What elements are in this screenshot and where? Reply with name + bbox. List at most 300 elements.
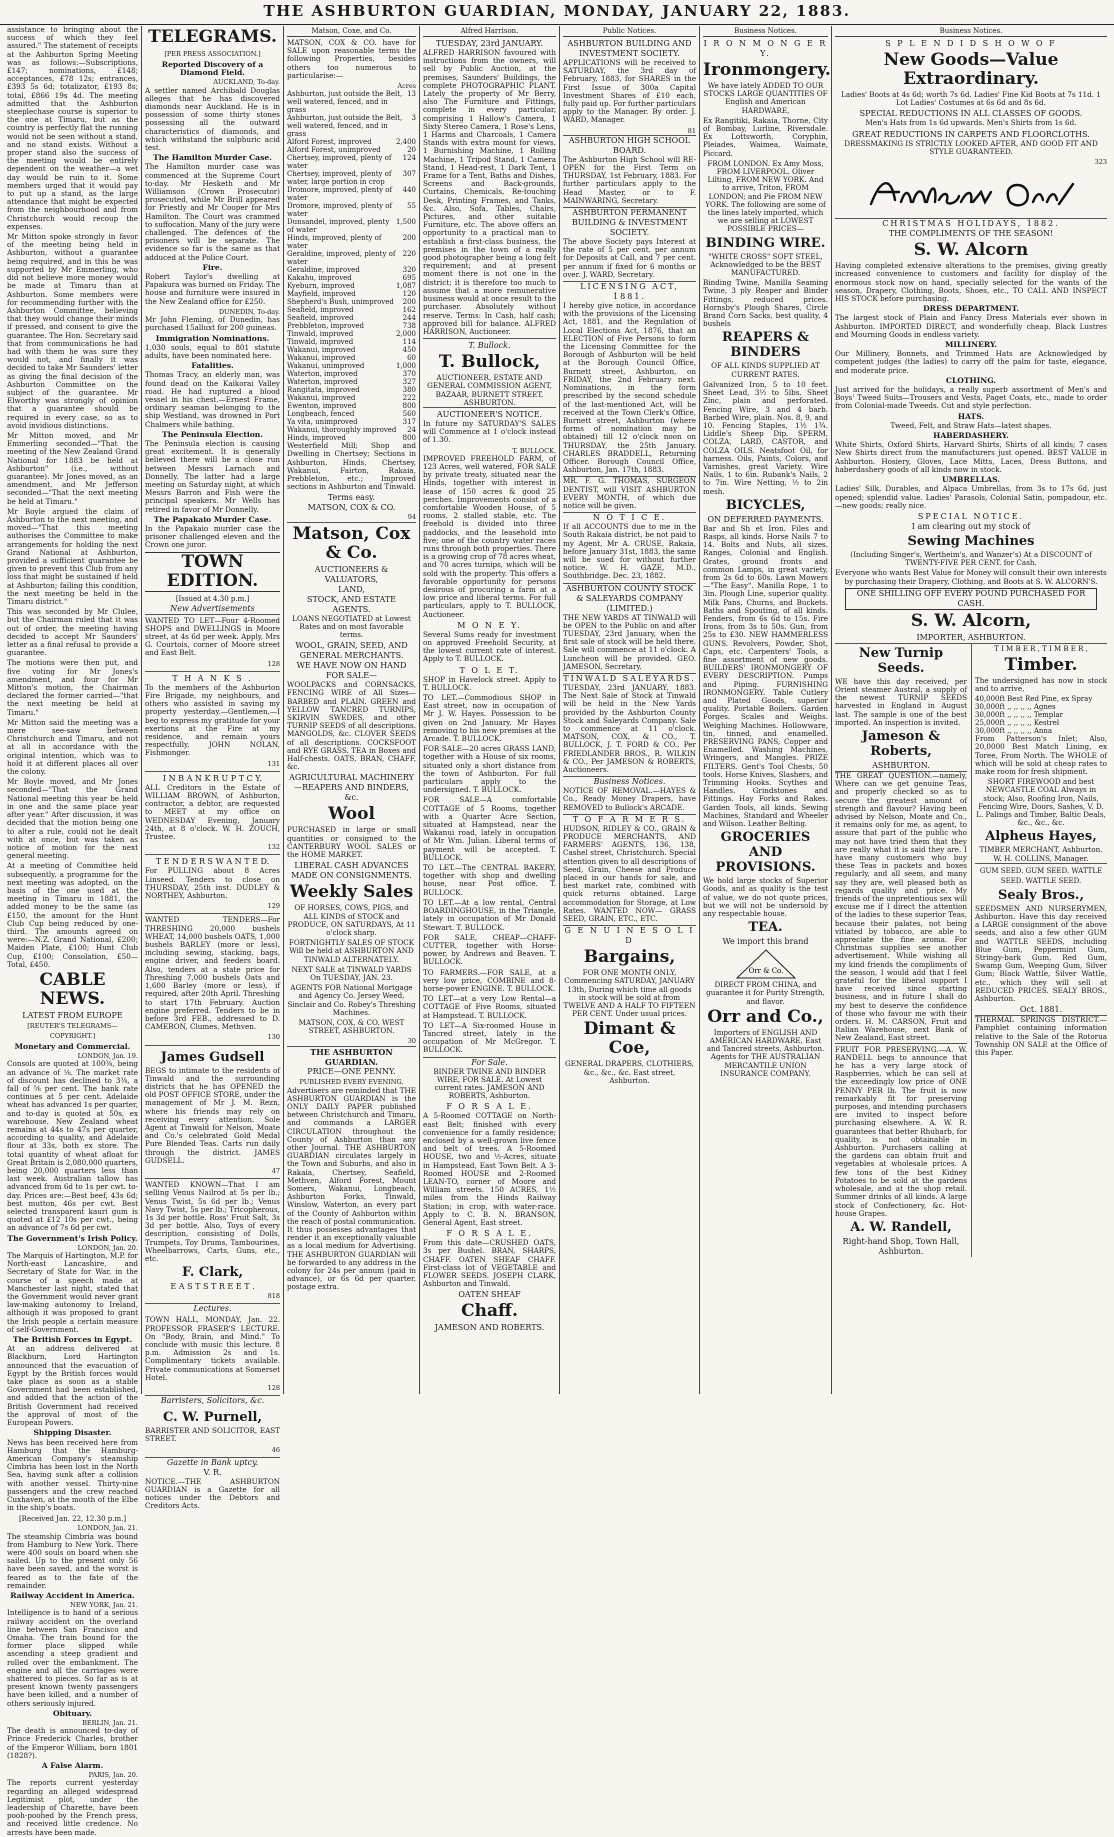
- timber-item: 30,000ft ,, ,, ,, ,, Anna: [975, 727, 1053, 736]
- section-label: T. Bullock.: [468, 341, 511, 351]
- property-row: [287, 114, 416, 138]
- ad-title: GUM SEED. GUM SEED. WATTLE SEED. WATTLE SEED.: [979, 866, 1103, 885]
- dateline: LONDON, Jan. 19.: [77, 1052, 138, 1061]
- property-row: [287, 234, 416, 250]
- ad-line: PUBLISHED EVERY EVENING.: [299, 1077, 404, 1086]
- property-acres: 55: [407, 202, 416, 211]
- property-acres: 800: [402, 434, 416, 443]
- article-heading: The British Forces in Egypt.: [12, 1335, 133, 1345]
- ad-title: Bargains,: [583, 947, 676, 968]
- property-row: [287, 346, 416, 354]
- property-name: Seafield, improved: [287, 306, 354, 315]
- classified-ad: TO LET—A Six-roomed House in Tancred street, lately in the occupation of Mr McGregor. T. BULLOCK.: [423, 1020, 556, 1055]
- classified-ad: ALFRED HARRISON favoured with instructions from the owners, will sell by Public Auction, at the premises, Saunders' Buildings, the complete PHOTOGRAPHIC PLANT. Lately the property of Mr Berry, also The Furniture and Fittings, complete in every particular, comprising 1 Hallow's Camera, 1 Sixty Stereo Camera, 1 Rose's Lens, 1 Harms and Charcoals, 1 Camera Stands with extra mount for views, 1 Burnishing Machine, 1 Rolling Machine, 1 Tripod Stand, 1 Camera Stand, 1 Head-rest, 1 Dark Tent, 1 Frame for a Tent, Baths and Dishes, Screens and Back-grounds, Curtains, Chemicals, Re-touching Desk, Printing Frames, and Tanks, &c. Also, Sofa, Tables, Chairs, Pictures, and other suitable Furniture, etc. The above offers an opportunity to a practical man to establish a first-class business, the premises in the town of a really good photographer being a long felt requirement; and at present moment there is not one in the district; it is therefore too much to assume that a more remunerative business would at once result to the purchaser. Absolutely without reserve. Terms: In Cash, half cash; approved bill for balance. ALFRED HARRISON, Auctioneer.: [423, 49, 556, 339]
- classified-ad: A 5-Roomed COTTAGE on North-east Belt; finished with every convenience for a family residence; enclosed by a well-grown live fence and belt of trees. A 5-Roomed HOUSE, two and ½-Acres, situate in Hampstead, East Town Belt. A 3-Roomed HOUSE and 2-Roomed LEAN-TO, corner of Moore and William streets. 150 ACRES, 1½ miles from the Hinds Railway Station; in crop, with water-race. Apply to C. B. N. BRANSON, General Agent, East street.: [423, 1111, 556, 1227]
- property-acres: 114: [402, 338, 416, 347]
- ad-line: Right-hand Shop, Town Hall, Ashburton.: [842, 1236, 960, 1256]
- classified-ad: T H A N K S . To the members of the Ashburton Fire Brigade, my neighbours, and others who assisted in saving my property yesterday.—Gentlemen,—I beg to express my gratitude for your exertions at the Fire at my residence, and remain yours respectfully, JOHN NOLAN, Fishmonger. 131: [145, 672, 280, 772]
- classified-ad: NOTICE.—THE ASHBURTON GUARDIAN is a Gazette for all notices under the Debtors and Creditors Acts.: [145, 1476, 280, 1511]
- ad-title: A. W. Randell,: [850, 1219, 952, 1235]
- property-acres: 13: [407, 90, 416, 99]
- column-header: Alfred Harrison.: [423, 26, 556, 37]
- article-paragraph: Mr Mitton said the meeting was a mere see-saw between Christchurch and Timaru, and not at all in accordance with the original intention, which was to hold it at different places all over the colony.: [7, 717, 138, 777]
- property-acres: 1,500: [395, 218, 416, 227]
- property-row: [287, 322, 416, 330]
- ad-line: IMPORTER, ASHBURTON.: [835, 633, 1107, 644]
- ad-title: TINWALD SALEYARDS.: [563, 673, 696, 683]
- copyright-note: [REUTER'S TELEGRAMS—COPYRIGHT.]: [27, 1021, 118, 1040]
- article-paragraph: At a meeting of Committee held subsequently, a programme for the next meeting was adopted, on the basis of the one used at the meeting in Timaru in 1881, the added money to be the same (as £150, the amount for the Hunt Club Cup being reduced by one-third. The amounts agreed on were:—N.Z. Grand National, £200; Maiden Plate, £100; Hunt Club Cup, £100; Consolation, £50—Total, £450.: [7, 861, 138, 969]
- section-label: Gazette in Bank uptcy.: [166, 1457, 259, 1467]
- ad-title: Chaff.: [461, 1301, 518, 1322]
- article-paragraph: Mr John Fleming, of Dunedin, has purchased 15alluxt for 200 guineas.: [145, 315, 280, 333]
- article-paragraph: The reports current yesterday regarding an alleged widespread Legitimist plot, under the leadership of Charette, have been pooh-poohed by the French press, and received little credence. No arrests have been made.: [7, 1778, 138, 1837]
- classified-ad: SHOP in Havelock street. Apply to T. BULLOCK.: [423, 674, 556, 692]
- ad-line: TUESDAY, 23rd JANUARY.: [435, 39, 544, 48]
- article-heading: The Hamilton Murder Case.: [153, 153, 272, 163]
- ad-ref: 81: [687, 126, 696, 135]
- classified-ad: NOTICE OF REMOVAL.—HAYES & Co., Ready Money Drapers, have REMOVED to Bullock's ARCADE.: [563, 786, 696, 812]
- ad-line: ASHBURTON.: [835, 761, 967, 772]
- classified-ad: TUESDAY, 23rd JANUARY, 1883. The Next Sale of Stock at Tinwald will be held in the New Yards provided by the Ashburton County Stock and Saleyards Company. Sale to commence at 11 o'clock. MATSON, COX, & CO., T. BULLOCK, J. T. FORD & CO., Per FRIEDLANDER BROS., R. WILKIN & CO., Per JAMESON & ROBERTS, Auctioneers.: [563, 682, 696, 775]
- article-paragraph: Mr Boyle argued the claim of Ashburton to the next meeting, and moved—"That this meeting authorises the Committee to make arrangements for holding the next Grand National at Ashburton, provided a sufficient guarantee be given to prevent this Club from any loss that might be sustained if held at Ashburton; failing this condition, the next meeting be held in the Timaru district.": [7, 506, 138, 607]
- property-acres: 327: [402, 378, 416, 387]
- property-name: Dromore, improved, plenty of water: [287, 202, 393, 219]
- dateline: DUNEDIN, To-day.: [218, 307, 280, 316]
- classified-ad: FOR ONE MONTH ONLY, Commencing SATURDAY, JANUARY 13th, During which time all goods in stock will be sold at from TWELVE AND A HALF TO FIFTEEN PER CENT. Under usual prices.: [563, 968, 696, 1019]
- article-heading: The Papakaio Murder Case.: [153, 514, 272, 524]
- ad-line: ON DEFERRED PAYMENTS.: [707, 514, 824, 524]
- column-telegrams: [142, 26, 284, 1511]
- ad-subheading: MILLINERY.: [944, 340, 998, 350]
- classified-ad: TO LET.—At a low rental, Central BOARDINGHOUSE, in the Triangle, lately in occupation of Mr Donald Stewart. T. BULLOCK.: [423, 897, 556, 932]
- property-row: [287, 370, 416, 378]
- ad-line: FROM LONDON. Ex Amy Moss, FROM LIVERPOOL. Oliver Lilting, FROM NEW YORK. And to arrive, Triton, FROM LONDON; and Pie FROM NEW YORK. The following are some of the lines lately imported, which we are selling at LOWEST POSSIBLE PRICES—: [705, 158, 826, 234]
- property-row: [287, 282, 416, 290]
- ad-line: Ex Rangitiki, Rakaia, Thorne, City of Bombay, Lurline, Riversdale. Ex Lottsworth, Coryphin, Pleiades, Waimea, Waimate, Piccard.: [703, 115, 828, 158]
- ad-line: TIMBER MERCHANT, Ashburton. W. H. COLLINS, Manager.: [975, 846, 1107, 863]
- property-name: Longbeach, fenced: [287, 410, 355, 419]
- ad-signature: T. BULLOCK.: [512, 446, 556, 455]
- ad-title: Orr and Co.,: [707, 1006, 824, 1027]
- ad-line: Advertisers are reminded that THE ASHBURTON GUARDIAN is the ONLY DAILY PAPER published between Christchurch and Timaru, and commands a LARGER CIRCULATION throughout the County of Ashburton than any other Journal. THE ASHBURTON GUARDIAN circulates largely in the Town and Suburbs, and also in Rakaia, Chertsey, Seafield, Methven, Alford Forest, Mount Somers, Wakanui, Longbeach, Ashburton Forks, Tinwald, Winslow, Waterton, an every part of the County of Ashburton within the reach of postal communication. It thus possesses advantages that render it an exceptionally valuable as a local medium for Advertising. THE ASHBURTON GUARDIAN will be forwarded to any address in the colony for 24s per annum (paid in advance), or 6s 6d per quarter, postage extra.: [287, 1085, 416, 1292]
- article-paragraph: 1,030 souls, equal to 801 statute adults, have been nominated here.: [145, 342, 280, 360]
- ad-title: CHRISTMAS HOLIDAYS, 1882.: [835, 218, 1107, 229]
- ad-line: FORTNIGHTLY SALES OF STOCK Will be held at ASHBURTON AND TINWALD ALTERNATELY.: [288, 938, 415, 964]
- article-paragraph: Robert Taylor's dwelling at Papakura was burned on Friday. The house and furniture were insured in the New Zealand office for £250.: [145, 272, 280, 306]
- column-news: [4, 25, 142, 1837]
- ad-line: MATSON, COX, & CO. WEST STREET, ASHBURTON.: [298, 1017, 405, 1036]
- property-row: [287, 186, 416, 202]
- column-matson-cox: [284, 26, 420, 1394]
- ad-line: Oct. 1881.: [1019, 1005, 1063, 1015]
- property-name: Ashburton, just outside the Belt, well watered, fenced, and in grass: [287, 114, 403, 139]
- classified-ad: FOR SALE—20 acres GRASS LAND, together with a House of six rooms, situated only a short distance from the town of Ashburton. For full particulars apply to the undersigned. T. BULLOCK.: [423, 744, 556, 795]
- section-subtitle: [PER PRESS ASSOCIATION.]: [164, 50, 261, 58]
- ad-line: "WHITE CROSS" SOFT STEEL, Acknowledged to be the BEST MANUFACTURED.: [708, 251, 823, 278]
- property-name: Wakanui, improved: [287, 354, 356, 363]
- article-heading: A False Alarm.: [41, 1761, 104, 1771]
- classified-ad: James Gudsell BEGS to intimate to the residents of Tinwald and the surrounding districts that he has OPENED the old POST OFFICE STORE, under the management of Mr J. M. Rezn, where his friends may rely on receiving every attention. Sole Agent at Tinwald for Nelson, Moate and Co.'s celebrated Gold Medal Pure Blended Teas. Carts run daily through the district. JAMES GUDSELL. 47: [145, 1046, 280, 1180]
- property-acres: 307: [402, 170, 416, 179]
- ad-title: THE ASHBURTON GUARDIAN.: [310, 1046, 393, 1067]
- property-acres: 3: [411, 114, 416, 123]
- classified-ad: TO LET—at a very Low Rental—a COTTAGE of Five Rooms, situated at Hampstead. T. BULLOCK.: [423, 994, 556, 1020]
- property-row: [287, 402, 416, 410]
- ad-subheading: UMBRELLAS.: [942, 475, 1000, 485]
- article-heading: Immigration Nominations.: [155, 333, 270, 343]
- ad-line: NEXT SALE at TINWALD YARDS On TUESDAY, JAN. 23.: [291, 964, 412, 982]
- section-label: New Advertisements: [145, 604, 280, 615]
- classified-ad: I hereby give notice, in accordance with the provisions of the Licensing Act, 1881, and the Regulation of Local Elections Act, 1876, that an ELECTION of Five Persons to form the Licensing Committee for the Borough of Ashburton will be held at the Borough Council Office, Burnett street, Ashburton, on FRIDAY, the 2nd February next. Nominations, in the form prescribed by the second schedule of the last-mentioned Act, will be received at the Town Clerk's Office, Burnett street, Ashburton (where forms of nomination may be obtained) till 12 o'clock noon on THURSDAY, the 25th January. CHARLES BRADDELL, Returning Officer. Borough Council Office, Ashburton, Jan. 17th, 1883.: [563, 301, 696, 475]
- article-paragraph: The Marquis of Hartington, M.P. for North-east Lancashire, and Secretary of State for War, in the course of a speech made at Manchester last night, stated that the Government would never grant law-making autonomy to Ireland, although it was proposed to grant the Irish people a certain measure of self-Government.: [7, 1251, 138, 1334]
- timber-item: 40,000ft Best Red Pine, ex Spray: [975, 695, 1093, 704]
- property-acres: 380: [402, 386, 416, 395]
- table-header: Acres: [397, 82, 416, 91]
- property-acres: 695: [402, 274, 416, 283]
- ad-title: BICYCLES,: [725, 497, 806, 513]
- dateline: NEW YORK, Jan. 21.: [70, 1601, 138, 1610]
- ad-title: M O N E Y.: [457, 620, 522, 630]
- columns: [4, 25, 1110, 1837]
- article-paragraph: The steamship Cimbria was bound from Hamburg to New York. There were 400 souls on board when she sailed. Up to the present only 56 have been saved, and the worst is feared as to the fate of the remainder.: [7, 1531, 138, 1590]
- ad-line: AUCTIONEER, ESTATE AND GENERAL COMMISSION AGENT, BAZAAR, BURNETT STREET, ASHBURTON.: [423, 374, 556, 408]
- ad-title: ASHBURTON HIGH SCHOOL BOARD.: [563, 135, 696, 156]
- property-name: Wakanui, improved: [287, 394, 356, 403]
- property-acres: 200: [402, 298, 416, 307]
- two-column-ads: [835, 644, 1107, 1257]
- classified-ad: WANTED KNOWN—That I am selling Venus Nailrod at 5s per lb.; Venus Twist, 5s 6d per lb.; Venus Navy Twist, 5s per lb.; Tricopherous, 1s 3d per bottle. Ross' Fruit Salt, 3s 3d per bottle. Also, Toys of every description, consisting of Dolls, Trumpets, Toy Drums, Tambourines, Wheelbarrows, Carts, Guns, etc., etc. F. Clark, E A S T S T R E E T . 818: [145, 1179, 280, 1304]
- column-business-notices: [700, 26, 832, 1394]
- ad-line: Tweed, Felt, and Straw Hats—latest shapes.: [890, 420, 1052, 430]
- ad-signature: JAMESON AND ROBERTS.: [434, 1323, 545, 1333]
- ad-title: LICENSING ACT, 1881.: [563, 281, 696, 302]
- ad-signature: MATSON, COX & CO.: [307, 503, 396, 513]
- property-acres: 24: [407, 426, 416, 435]
- property-name: Dunsandel, improved, plenty of water: [287, 218, 390, 235]
- classified-ad: TO FARMERS.—FOR SALE, at a very low price, COMBINE and 8-horse-power ENGINE. T. BULLOCK.: [423, 967, 556, 993]
- ad-line: White Shirts, Oxford Shirts, Harvard Shirts, Shirts of all kinds; 7 cases New Shirts direct from the manufacturers just opened. BEST VALUE in Ashburton. Hosiery, Gloves, Lace Mitts, Laces, Dress Buttons, and haberdashery goods of all kinds now in stock.: [835, 440, 1107, 474]
- ad-title: T. Bullock,: [438, 352, 541, 373]
- classified-ad: FOR SALE, CHEAP—CHAFF-CUTTER, together with Horse-power, by Andrews and Beaven. T. BULLOCK.: [423, 932, 556, 967]
- dateline: LONDON, Jan. 21.: [77, 1524, 138, 1533]
- ad-title: S. W. Alcorn: [913, 240, 1029, 261]
- ad-line: LAND,: [338, 584, 365, 594]
- classified-ad: The above Society pays Interest at the rate of 5 per cent. per annum for Deposits at Call, and 7 per cent. per annum if fixed for 6 months or over. J. WARD, Secretary.: [563, 237, 696, 279]
- article-heading: Fatalities.: [191, 361, 234, 371]
- property-acres: 2,400: [395, 138, 416, 147]
- column-header: Business Notices.: [703, 26, 828, 37]
- classified-ad: The Ashburton High School will RE-OPEN for the First Term on THURSDAY, 1st February, 1883. For further particulars apply to the Head Master, or to F. MAINWARING, Secretary.: [563, 154, 696, 205]
- ad-line: LIBERAL CASH ADVANCES: [294, 861, 409, 871]
- ad-title: Jameson & Roberts,: [861, 728, 941, 759]
- property-name: Geraldine, improved, plenty of water: [287, 250, 396, 267]
- classified-ad: From this date—CRUSHED OATS, 3s per Bushel. BRAN, SHARPS, CHAFF. OATEN SHEAF CHAFF. First-class lot of VEGETABLE and FLOWER SEEDS. JOSEPH CLARK, Ashburton and Tinwald.: [423, 1238, 556, 1289]
- ad-line: AUCTIONEERS & VALUATORS,: [314, 564, 389, 584]
- ad-line: Terms easy.: [327, 493, 376, 503]
- classified-ad: Several Sums ready for investment on approved Freehold Security, at the lowest current rate of interest. Apply to T. BULLOCK.: [423, 629, 556, 664]
- property-name: Prebbleton, improved: [287, 322, 365, 331]
- property-name: Waterton, improved: [287, 370, 358, 379]
- property-row: [287, 386, 416, 394]
- property-acres: 2,000: [395, 330, 416, 339]
- section-title-cable-news: CABLE NEWS.: [39, 969, 106, 1009]
- ad-title: Ironmongery.: [703, 60, 831, 80]
- property-acres: 1,087: [395, 282, 416, 291]
- ad-line: PRICE—ONE PENNY.: [307, 1066, 396, 1076]
- property-name: Geraldine, improved: [287, 266, 360, 275]
- property-name: Kyeburn, improved: [287, 282, 355, 291]
- property-acres: 800: [402, 402, 416, 411]
- article-paragraph: The Peninsula election is causing great excitement. It is generally believed there will be a close run between Messrs Larnach and Donnelly. The latter had a large meeting on Saturday night, at which Messrs Barron and Fish were the principal speakers. Mr Wells has retired in favor of Mr Donnelly.: [145, 438, 280, 514]
- article-paragraph: Consols are quoted at 100⅜, being an advance of ⅛. The market rate of discount has declined to 3⅜, a fall of ⅝ per cent. The bank rate continues at 5 per cent. Adelaide wheat has advanced 1s per quarter, and to-day is quoted at 50s, ex warehouse. New Zealand wheat remains at 44s to 47s per quarter, according to quality, and Adelaide flour at 33s, both ex store. The total quantity of wheat afloat for Great Britain is 2,080,000 quarters, being 20,000 quarters less than last week. Australian tallow has advanced from 6d to 1s per cwt. to-day. Prices are:—Best beef, 43s 6d; best mutton, 46s per cwt. Best selected transparent kauri gum is quoted at £12 10s per cwt., being an advance of 7s 6d per cwt.: [7, 1059, 138, 1233]
- ad-line: From Patterson's Inlet; Also, 20,0000 Best Match Lining, ex Toree, From North. The WHOLE of which will be sold at cheap rates to make room for fresh shipment.: [975, 734, 1107, 776]
- dateline: PARIS, Jan. 20.: [88, 1771, 138, 1780]
- article-paragraph: The Hamilton murder case was commenced at the Supreme Court to-day. Mr Hesketh and Mr Williamson (Crown Prosecutor) prosecuted, while Mr Brill appeared for Priestly and Mr Cooper for Mrs Hamilton. The Court was crammed to suffocation. Many of the jury were challenged. The defences of the prisoners will be separate. The evidence so far is the same as that adduced at the Police Court.: [145, 162, 280, 262]
- classified-ad: T E N D E R S W A N T E D. For PULLING about 8 Acres Linseed. Tenders to close on THURSDAY, 25th inst. DUDLEY & NORTHEY, Ashburton. 129: [145, 855, 280, 914]
- property-acres: 1,000: [395, 362, 416, 371]
- classified-ad: APPLICATIONS will be received to SATURDAY, the 3rd day of February, 1883, for SHARES in the First Issue of 300a Capital Investment Shares of £10 each, fully paid up. For further particulars apply to the Manager. By order. J. WARD, Manager.: [563, 58, 696, 125]
- ad-line: WOOL, GRAIN, SEED, AND GENERAL MERCHANTS.: [295, 641, 408, 661]
- classified-ad: HUDSON, RIDLEY & CO., GRAIN & PRODUCE MERCHANTS, AND FARMERS' AGENTS, 136, 138, Cashel street, Christchurch. Special attention given to all descriptions of Seed, Grain, Cheese and Produce placed in our hands for sale, and best market rate, combined with quick returns obtained. Large accommodation for Storage, at Low Rates. WANTED NOW— GRASS SEED, GRAIN, ETC., ETC.: [563, 823, 696, 924]
- ad-ref: 323: [1094, 158, 1107, 167]
- article-heading: Reported Discovery of a Diamond Field.: [161, 60, 264, 78]
- ad-line: FRUIT FOR PRESERVING.—A. W. RANDELL begs to announce that he has a very large stock of Raspberries, which he can sell at the exceedingly low price of ONE PENNY PER lb. The fruit is now remarkably fit for preserving purposes, and intending purchasers are invited to inspect before purchasing elsewhere. A. W. R. guarantees that better Rhubarb, for quality, is not obtainable in Ashburton. Purchasers calling at the gardens can obtain fruit and vegetables at wholesale prices. A few tons of the best Kidney Potatoes to be sold at the gardens wholesale, and at the shop retail. Summer drinks of all kinds. A large stock of Confectionery, &c. Hot-house Grapes.: [835, 1044, 967, 1218]
- property-name: Wakanui, unimproved: [287, 362, 365, 371]
- property-row: [287, 298, 416, 306]
- property-acres: 20: [407, 146, 416, 155]
- andrew-orr-signature: [861, 170, 1081, 214]
- property-row: [287, 274, 416, 282]
- article-heading: The Government's Irish Policy.: [7, 1233, 138, 1243]
- property-name: Ewenton, improved: [287, 402, 357, 411]
- property-name: Hinds, improved, plenty of water: [287, 234, 382, 251]
- classified-ad: WANTED TENDERS—For THRESHING 20,000 bushels WHEAT, 14,000 bushels OATS, 1,000 bushels BARLEY (more or less), including sewing, stacking, bags, engine driver, and feeders board. Also, tenders at a state price for Threshing 7,000 bushels Oats and 1,600 Barley (more or less), if required, after 20th April. Threshing to start 17th February. Auction engine preferred. Tenders to be in before 3rd FEB., addressed to D. CAMERON, Clumes, Methven. 130: [145, 914, 280, 1045]
- property-acres: 124: [402, 154, 416, 163]
- timber-item: 30,000ft ,, ,, ,, ,, Agnes: [975, 703, 1056, 712]
- ad-title: F O R S A L E.: [446, 1102, 533, 1112]
- ad-line: SPECIAL REDUCTIONS IN ALL CLASSES OF GOODS.: [859, 109, 1083, 119]
- property-name: Waterton, improved: [287, 378, 358, 387]
- ad-line: Importers of ENGLISH AND AMERICAN HARDWARE, East and Tancred streets, Ashburton. Agents for THE AUSTRALIAN MERCANTILE UNION INSURANCE COMPANY.: [706, 1027, 825, 1078]
- classified-ad: MR. F. G. THOMAS, SURGEON DENTIST, will VISIT ASHBURTON EVERY MONTH, of which due notice will be given.: [563, 476, 696, 510]
- property-name: Kakahu, improved: [287, 274, 352, 283]
- ad-line: I am clearing out my stock of: [911, 521, 1031, 531]
- ad-subheading: CLOTHING.: [945, 375, 997, 385]
- ad-title: Wool: [328, 804, 375, 825]
- ad-line: THERMAL SPRINGS DISTRICT.—Pamphlet containing information relative to the Sale of the Rotorua Township ON SALE at the Office of this Paper.: [975, 1015, 1107, 1058]
- ad-line: AGENTS FOR National Mortgage and Agency Co. Jersey Weed, Sinclair and Co. Robey's Threshing Machines.: [287, 983, 416, 1017]
- ad-title: ASHBURTON BUILDING AND INVESTMENT SOCIETY.: [567, 39, 692, 58]
- ad-line: DRESSMAKING IS STRICTLY LOOKED AFTER, AND GOOD FIT AND STYLE GUARANTEED.: [844, 138, 1098, 156]
- dateline: [Received Jan. 22, 12.30 p.m.]: [18, 1515, 127, 1524]
- property-acres: 317: [402, 418, 416, 427]
- ad-line: SEEDSMEN AND NURSERYMEN, Ashburton. Have this day received a LARGE consignment of the above seeds, and also a few other GUM and WATTLE SEEDS, including Blue Gum, Peppermint Gum, Stringy-bark Gum, Red Gum, Swamp Gum, Weeping Gum, Silver Gum; Black Wattle, Silver Wattle, etc., which they will sell at REDUCED PRICES. SEALY BROS., Ashburton.: [975, 903, 1107, 1003]
- article-paragraph: The death is announced to-day of Prince Frederick Charles, brother of the Emperor William, born 1801 (1828?).: [7, 1726, 138, 1760]
- ad-line: THE GREAT QUESTION.—namely, Where can we get genuine Teas, and properly checked so as to secure the greatest amount of strength and flavour? Having been advised by Nelson, Moate and Co., it remains only for me, as agent, to assure that part of the public who may not have tried them that they are really what it is said they are. I have many customers who buy these Teas in packets and boxes regularly, and all seem, and many say they are, well pleased both as regards quality and price. My friends of the unpretentious sex will excuse me if I direct the attention of the ladies to these superior Teas, because their palates, not being vitiated by tobacco, are able to appreciate the fine aroma. For Christmas supplies see another advertisement. While wishing all my kind friends the compliments of the season, I would add that I feel grateful for the liberal support I have received since starting business, and in future I shall do my best to deserve the confidence of those who favour me with their orders. H. M. CARSON, Fruit and Italian Warehouse, next Bank of New Zealand, East street.: [835, 770, 967, 1043]
- ad-line: Bar and Sh et Iron. Files and Rasps, all kinds. Horse Nails 7 to 14. Bolts and Nuts, all sizes. Ranges, Colonial and English. Grates, ground fronts and common Lamps, in great variety, from 2s 6d to 60s. Lawn Mowers—"The Easy". Manilla Rope, 1 to 3in. Plough Line, superior quality. Milk Pans, Churns, and Buckets. Baths and Spouting, of all kinds. Fenders, from 6s 6d to 15s. Fire Irons, from 3s to 50s. Gun, from 25s to £30. NEW HAMMERLESS GUNS. Revolvers, Powder, Shot, Caps, etc. Carpenters' Tools, a fine assortment of new goods. BUILDERS' IRONMONGERY OF EVERY DESCRIPTION. Pumps and Piping. FURNISHING IRONMONGERY. Table Cutlery and Plated Goods, superior quality. Portable Boilers. Garden Forges. Scales and Weighs. Weighing Machines. Hollowware, tin, tinned, and enamelled. PRESERVING PANS, Copper and Enamelled. Washing Machines, Wringers, and Mangles. PRIZE FILTERS. Gent's Tool Chests, 50 tools. Horse Knives, Slashers, and Trimming Hooks. Scythes and Handles. Grindstones and Fittings. Hay Forks and Rakes. Garden Tools, all kinds. Sewing Machines, Standard and Wheeler and Wilson. Leather Belting.: [703, 523, 828, 829]
- property-row: [287, 250, 416, 266]
- column-header: Public Notices.: [563, 26, 696, 37]
- ad-line: (Including Singer's, Wertheim's, and Wanzer's) At a DISCOUNT of TWENTY-FIVE PER CENT. for Cash.: [850, 549, 1092, 568]
- ad-title: New Turnip Seeds.: [858, 645, 944, 676]
- column-header: Business Notices.: [835, 26, 1107, 37]
- property-row: [287, 338, 416, 346]
- property-row: [287, 266, 416, 274]
- classified-ad: FOR SALE—A comfortable COTTAGE of 5 Rooms, together with a Quarter Acre Section, situated at Hampstead, near the Wakanui road, lately in occupation of Mr Wm. Julian. Liberal terms of payment will be accepted. T. BULLOCK.: [423, 795, 556, 862]
- ad-title: Sealy Bros.,: [998, 887, 1084, 903]
- ad-line: We hold large stocks of Superior Goods, and as quality is the test of value, we do not quote prices, but we will not be undersold by any respectable house.: [703, 876, 828, 919]
- section-label: Lectures.: [193, 1304, 232, 1314]
- section-label: Barristers, Solicitors, &c.: [160, 1396, 265, 1406]
- article-paragraph: The motions were then put, and five voting for Mr Jones's amendment, and four for Mr Mitton's motion, the Chairman declared the former carried—"that the next meeting be held at Timaru.": [7, 658, 138, 717]
- property-row: [287, 362, 416, 370]
- classified-ad: I N B A N K R U P T C Y. ALL Creditors in the Estate of WILLIAM BROWN, of Ashburton, contractor, a debtor, are requested to MEET at my office on WEDNESDAY Evening, January 24th, at 8 o'clock. W. H. ZOUCH, Trustee. 132: [145, 772, 280, 856]
- article-heading: Shipping Disaster.: [33, 1428, 112, 1438]
- property-acres: 120: [402, 290, 416, 299]
- article-paragraph: Mr Mitton spoke strongly in favor of the meeting being held in Ashburton, without a guarantee being required, and in this he was supported by Mr Emmerling, who did not believe more money would be made at Timaru than at Ashburton. Some members were for recommending further with the Ashburton Committee, believing that they would change their minds if pressed, and consent to give the guarantee. The Hon. Secretary said that from communications he had had with them he was sure they would not, and finally it was decided to take Mr Saunders' letter as giving the final decision of the Ashburton Committee on the subject of the guarantee. Mr Elworthy was strongly of opinion that a guarantee should be required in every case, so as to avoid invidious distinctions.: [7, 232, 138, 430]
- property-row: [287, 146, 416, 154]
- article-heading: Railway Accident in America.: [10, 1590, 135, 1600]
- classified-ad: If all ACCOUNTS due to me in the South Rakaia district, be not paid to my Agent, Mr A. CRUSE, Rakaia, before January 31st, 1883, the same will be sued for without further notice. W. H. GAZE, M.D., Southbridge. Dec. 23, 1882.: [563, 522, 696, 581]
- classified-ad: WANTED TO LET—Four 4-Roomed SHOPS and DWELLINGS in Moore street, at 4s 6d per week. Apply, Mrs G. Courtois, corner of Moore street and East Belt. 128: [145, 615, 280, 672]
- ad-line: Everyone who wants Best Value for Money will consult their own interests by purchasing their Drapery, Clothing, and Boots at S. W. ALCORN'S.: [835, 568, 1107, 586]
- ad-line: The largest stock of Plain and Fancy Dress Materials ever shown in Ashburton. IMPORTED DIRECT, and wonderfully cheap. Black Lustres and Mourning Goods in endless variety.: [835, 313, 1107, 339]
- property-row: [287, 378, 416, 386]
- classified-ad: TO LET.—The CENTRAL BAKERY, together with shop and dwelling house, near Post office. T. BULLOCK.: [423, 863, 556, 897]
- ad-title: G E N U I N E S O L I D: [564, 926, 695, 946]
- property-row: [287, 202, 416, 218]
- property-acres: 370: [402, 370, 416, 379]
- property-row: [287, 330, 416, 338]
- ad-title: N O T I C E.: [563, 512, 696, 523]
- property-row: [287, 306, 416, 314]
- classified-ad: GENERAL DRAPERS, CLOTHIERS, &c., &c., &c. East street, Ashburton.: [565, 1059, 694, 1085]
- property-name: Dromore, improved, plenty of water: [287, 186, 393, 203]
- tea-brand-stamp: [736, 949, 796, 979]
- property-row: [287, 410, 416, 418]
- ad-left-column: [835, 644, 967, 1257]
- classified-ad: In future my SATURDAY'S SALES will Commence at 1 o'clock instead of 1.30.: [423, 418, 556, 445]
- masthead: THE ASHBURTON GUARDIAN, MONDAY, JANUARY 22, 1883.: [0, 0, 1114, 25]
- ad-ref: 30: [287, 1037, 416, 1046]
- property-name: Tinwald, improved: [287, 338, 354, 347]
- classified-ad: MATSON, COX & CO. have for SALE upon reasonable terms the following Properties, besides others too numerous to particularise:—: [287, 38, 416, 80]
- ad-line: GREAT REDUCTIONS IN CARPETS AND FLOORCLOTHS.: [852, 129, 1090, 139]
- property-name: Shepherd's Bush, unimproved: [287, 298, 394, 307]
- ad-line: Just arrived for the holidays, a really superb assortment of Men's and Boys' Tweed Suits—Trousers and Vests, Paget Coats, etc., made to order from Colonial-made Tweeds. Cut and style perfection.: [835, 385, 1107, 411]
- section-subtitle: LATEST FROM EUROPE: [22, 1010, 123, 1020]
- article-paragraph: News has been received here from Hamburg that the Hamburg-American Company's steamship Cimbria has been lost in the North Sea, having sunk after a collision with another vessel. Thirty-nine passengers and the crew reached Cuxhaven, at the mouth of the Elbe in the ship's boats.: [7, 1437, 138, 1513]
- ad-line: Binding Twine, Manilla Seaming Twine, 3 ply Reaper and Binder Fittings, reduced prices. Hornsby's Plough Shares, Circle Brand Corn Sacks, best quality, 4 bushels: [703, 278, 828, 329]
- ad-line: Galvanized Iron, 5 to 10 feet. Sheet Lead, 3½ to 5lbs. Sheet Zinc, plain and perforated. Fencing Wire, 3 and 4 barb. Barbed Wire, plain. Nos. 8, 9, and 10. Fencing Staples, 1½ 1¾. Liddle's Sheep Dip. SPERM, COLZA, LARD, CASTOR, and COLZA OILS. Neatsfoot Oil, for harness. Oils, Paints, Colors, and Varnishes, great Variety. Wire Nails, 1 to 6in. Rubank's Nails, 2 to 7in. Wire Netting, ½ to 2in mesh.: [703, 379, 828, 496]
- property-acres: 200: [402, 234, 416, 243]
- property-acres: 738: [402, 322, 416, 331]
- property-acres: 320: [402, 266, 416, 275]
- article-paragraph: In the Papakaio murder case the prisoner challenged eleven and the Crown one juror.: [145, 523, 280, 550]
- section-label: Business Notices.: [563, 776, 696, 787]
- ad-title: S P L E N D I D S H O W O F: [885, 39, 1057, 48]
- property-row: [287, 90, 416, 114]
- property-name: Chertsey, improved, plenty of water: [287, 154, 392, 171]
- property-name: Wakanui, thoroughly improved: [287, 426, 397, 435]
- property-name: Alford Forest, unimproved: [287, 146, 381, 155]
- ad-line: WE HAVE NOW ON HAND FOR SALE—: [296, 661, 407, 681]
- property-list: [287, 90, 416, 442]
- ad-title: Timber.: [1004, 654, 1078, 675]
- section-subtitle: [Issued at 4.30 p.m.]: [175, 594, 250, 603]
- article-paragraph: This was seconded by Mr Clulee, but the Chairman ruled that it was out of order, the meeting having decided to accept Mr Saunders' letter as a final refusal to provide a guarantee.: [7, 607, 138, 658]
- classified-ad: IMPROVED FREEHOLD FARM, of 123 Acres, well watered, FOR SALE by private treaty, situated near the Hinds, together with interest in lease of 150 acres & good 25 perches. Improvements consist of a comfortable Wooden House, of 5 rooms, 2 stalled stable, etc. The freehold is divided into three paddocks, and the leasehold into five; one of the country water races runs through both properties. There is a growing crop of 78 acres wheat, and 70 acres turnips, which will be sold with the property. This offers a favorable opportunity for persons desirous of procuring a farm at a low price and liberal terms. For full particulars, apply to T. BULLOCK, Auctioneer.: [423, 453, 557, 619]
- classified-ad: TOWN HALL, MONDAY, Jan. 22. PROFESSOR FRASER'S LECTURE. On "Body, Brain, and Mind." To conclude with music this lecture. 8 p.m. Admission 2s and 1s. Complimentary tickets available. Private communications at Somerset Hotel. 128: [145, 1314, 280, 1396]
- dateline: AUCKLAND, To-day.: [213, 78, 280, 87]
- ad-line: STOCK, AND ESTATE AGENTS.: [306, 594, 397, 614]
- ad-line: WOOLPACKS and CORNSACKS, FENCING WIRE of All Sizes—BARBED and PLAIN. GREEN and YELLOW TANCRED TURNIPS, SKIRVIN SWEDES, and other TURNIP SEEDS of all descriptions. MANGOLDS, &c. CLOVER SEEDS of all descriptions. COCKSFOOT and RYE GRASS. TEA in Boxes and Half-chests. OATS, BRAN, CHAFF, &c.: [287, 680, 416, 772]
- svg-text:Orr & Co.: Orr & Co.: [748, 967, 783, 976]
- property-name: Mayfield, improved: [287, 290, 356, 299]
- property-name: Alford Forest, improved: [287, 138, 372, 147]
- property-acres: 220: [402, 250, 416, 259]
- column-alfred-harrison: [420, 26, 560, 1394]
- property-name: Ya vita, unimproved: [287, 418, 358, 427]
- property-row: [287, 170, 416, 186]
- property-row: [287, 354, 416, 362]
- ad-title: Alpheus Hayes,: [985, 829, 1097, 845]
- classified-ad: TO LET.—Commodious SHOP in East street, now in occupation of Mr J. W. Hayes. Possession to be given on 2nd January. Mr Hayes removing to his new premises at the Arcade. T. BULLOCK.: [423, 693, 556, 744]
- ad-subheading: DRESS DEPARTMENT.: [923, 304, 1019, 314]
- section-label: For Sale.: [423, 1057, 556, 1068]
- property-acres: 450: [402, 346, 416, 355]
- ad-line: OATEN SHEAF: [458, 1290, 521, 1300]
- ad-title: I R O N M O N G E R Y.: [703, 39, 828, 58]
- article-paragraph: Mr Boyle moved, and Mr Jones seconded—"That the Grand National meeting this year be held in one and the same place year after year." After discussion, it was decided that the motion being one to alter a rule, could not be dealt with at once, but was taken as notice of motion for the next general meeting.: [7, 777, 138, 861]
- property-row: [287, 154, 416, 170]
- timber-item: 25,000ft ,, ,, ,, ,, Kestrel: [975, 719, 1060, 728]
- property-acres: 560: [402, 410, 416, 419]
- ad-title: Weekly Sales: [289, 882, 414, 903]
- ad-right-column: [971, 644, 1107, 1257]
- property-name: Tinwald, improved: [287, 330, 354, 339]
- ad-title: ASHBURTON PERMANENT BUILDING & INVESTMENT SOCIETY.: [563, 207, 696, 238]
- dateline: BERLIN, Jan. 21.: [82, 1719, 138, 1727]
- ad-line: WE have this day received, per Orient steamer Austral, a supply of the newest TURNIP SEEDS harvested in England in August last. The sample is one of the best imported. An inspection is invited.: [835, 676, 967, 727]
- ad-title: Dimant & Coe,: [583, 1019, 676, 1059]
- property-acres: 222: [402, 394, 416, 403]
- classified-ad: THE NEW YARDS AT TINWALD will be OPEN to the Public on and after TUESDAY, 23rd January, when the first sale of stock will be held there. Sale will commence at 11 o'clock. A Luncheon will be provided. GEO. JAMESON, Secretary.: [563, 612, 696, 671]
- property-name: Seafield, improved: [287, 314, 354, 323]
- classified-ad: C. W. Purnell, BARRISTER AND SOLICITOR, EAST STREET. 46: [145, 1406, 280, 1458]
- ad-title: ASHBURTON COUNTY STOCK & SALEYARDS COMPANY (LIMITED.): [563, 583, 696, 614]
- ad-title: S. W. Alcorn,: [910, 610, 1032, 631]
- crest-letters: V. R.: [203, 1467, 222, 1477]
- property-name: Hinds, improved: [287, 434, 346, 443]
- property-name: Wakanui, improved: [287, 346, 356, 355]
- ad-subheading: HABERDASHERY.: [933, 431, 1009, 441]
- property-acres: 244: [402, 314, 416, 323]
- section-title-town-edition: TOWN EDITION.: [145, 552, 280, 592]
- ad-line: OF ALL KINDS SUPPLIED AT CURRENT RATES.: [711, 361, 820, 379]
- ad-line: LOANS NEGOTIATED at Lowest Rates and on most favorable terms.: [292, 613, 411, 640]
- article-heading: Monetary and Commercial.: [14, 1041, 131, 1051]
- article-paragraph: assistance to bringing about the success of which they feel assured." The statement of receipts at the Ashburton Spring Meeting was as follows:—Subscriptions, £147; nominations, £148; acceptances, £78 12s; entrances, £393 5s 6d; totalizator, £193 8s; total, £866 19s 4d. The meeting admitted that the Ashburton steeplechase course is superior to the one at Timaru, but as the country is perfectly flat the running would not be seen without a stand, and no stand exists. Without a proper stand also the success of the meeting would be entirely dependent on the weather—a wet day would be ruin to it. Some members urged that it would pay to put up a stand, as the large attendance that might be expected from the neighbourhood and from Christchurch would recoup the expenses.: [7, 25, 138, 231]
- ad-title: TEA.: [748, 920, 783, 936]
- ad-line: We import this brand: [722, 937, 809, 947]
- ad-line: ONE SHILLING OFF EVERY POUND PURCHASED FOR CASH.: [845, 588, 1097, 610]
- property-row: [287, 218, 416, 234]
- property-name: Rangitata, improved: [287, 386, 360, 395]
- property-row: [287, 418, 416, 426]
- ad-line: Ladies' Silk, Durables, and Alpaca Umbrellas, from 3s to 17s 6d, just opened; splendid value. Ladies' Parasols, Colonial Satin, pompadour, etc.—new goods; really nice.: [835, 484, 1107, 510]
